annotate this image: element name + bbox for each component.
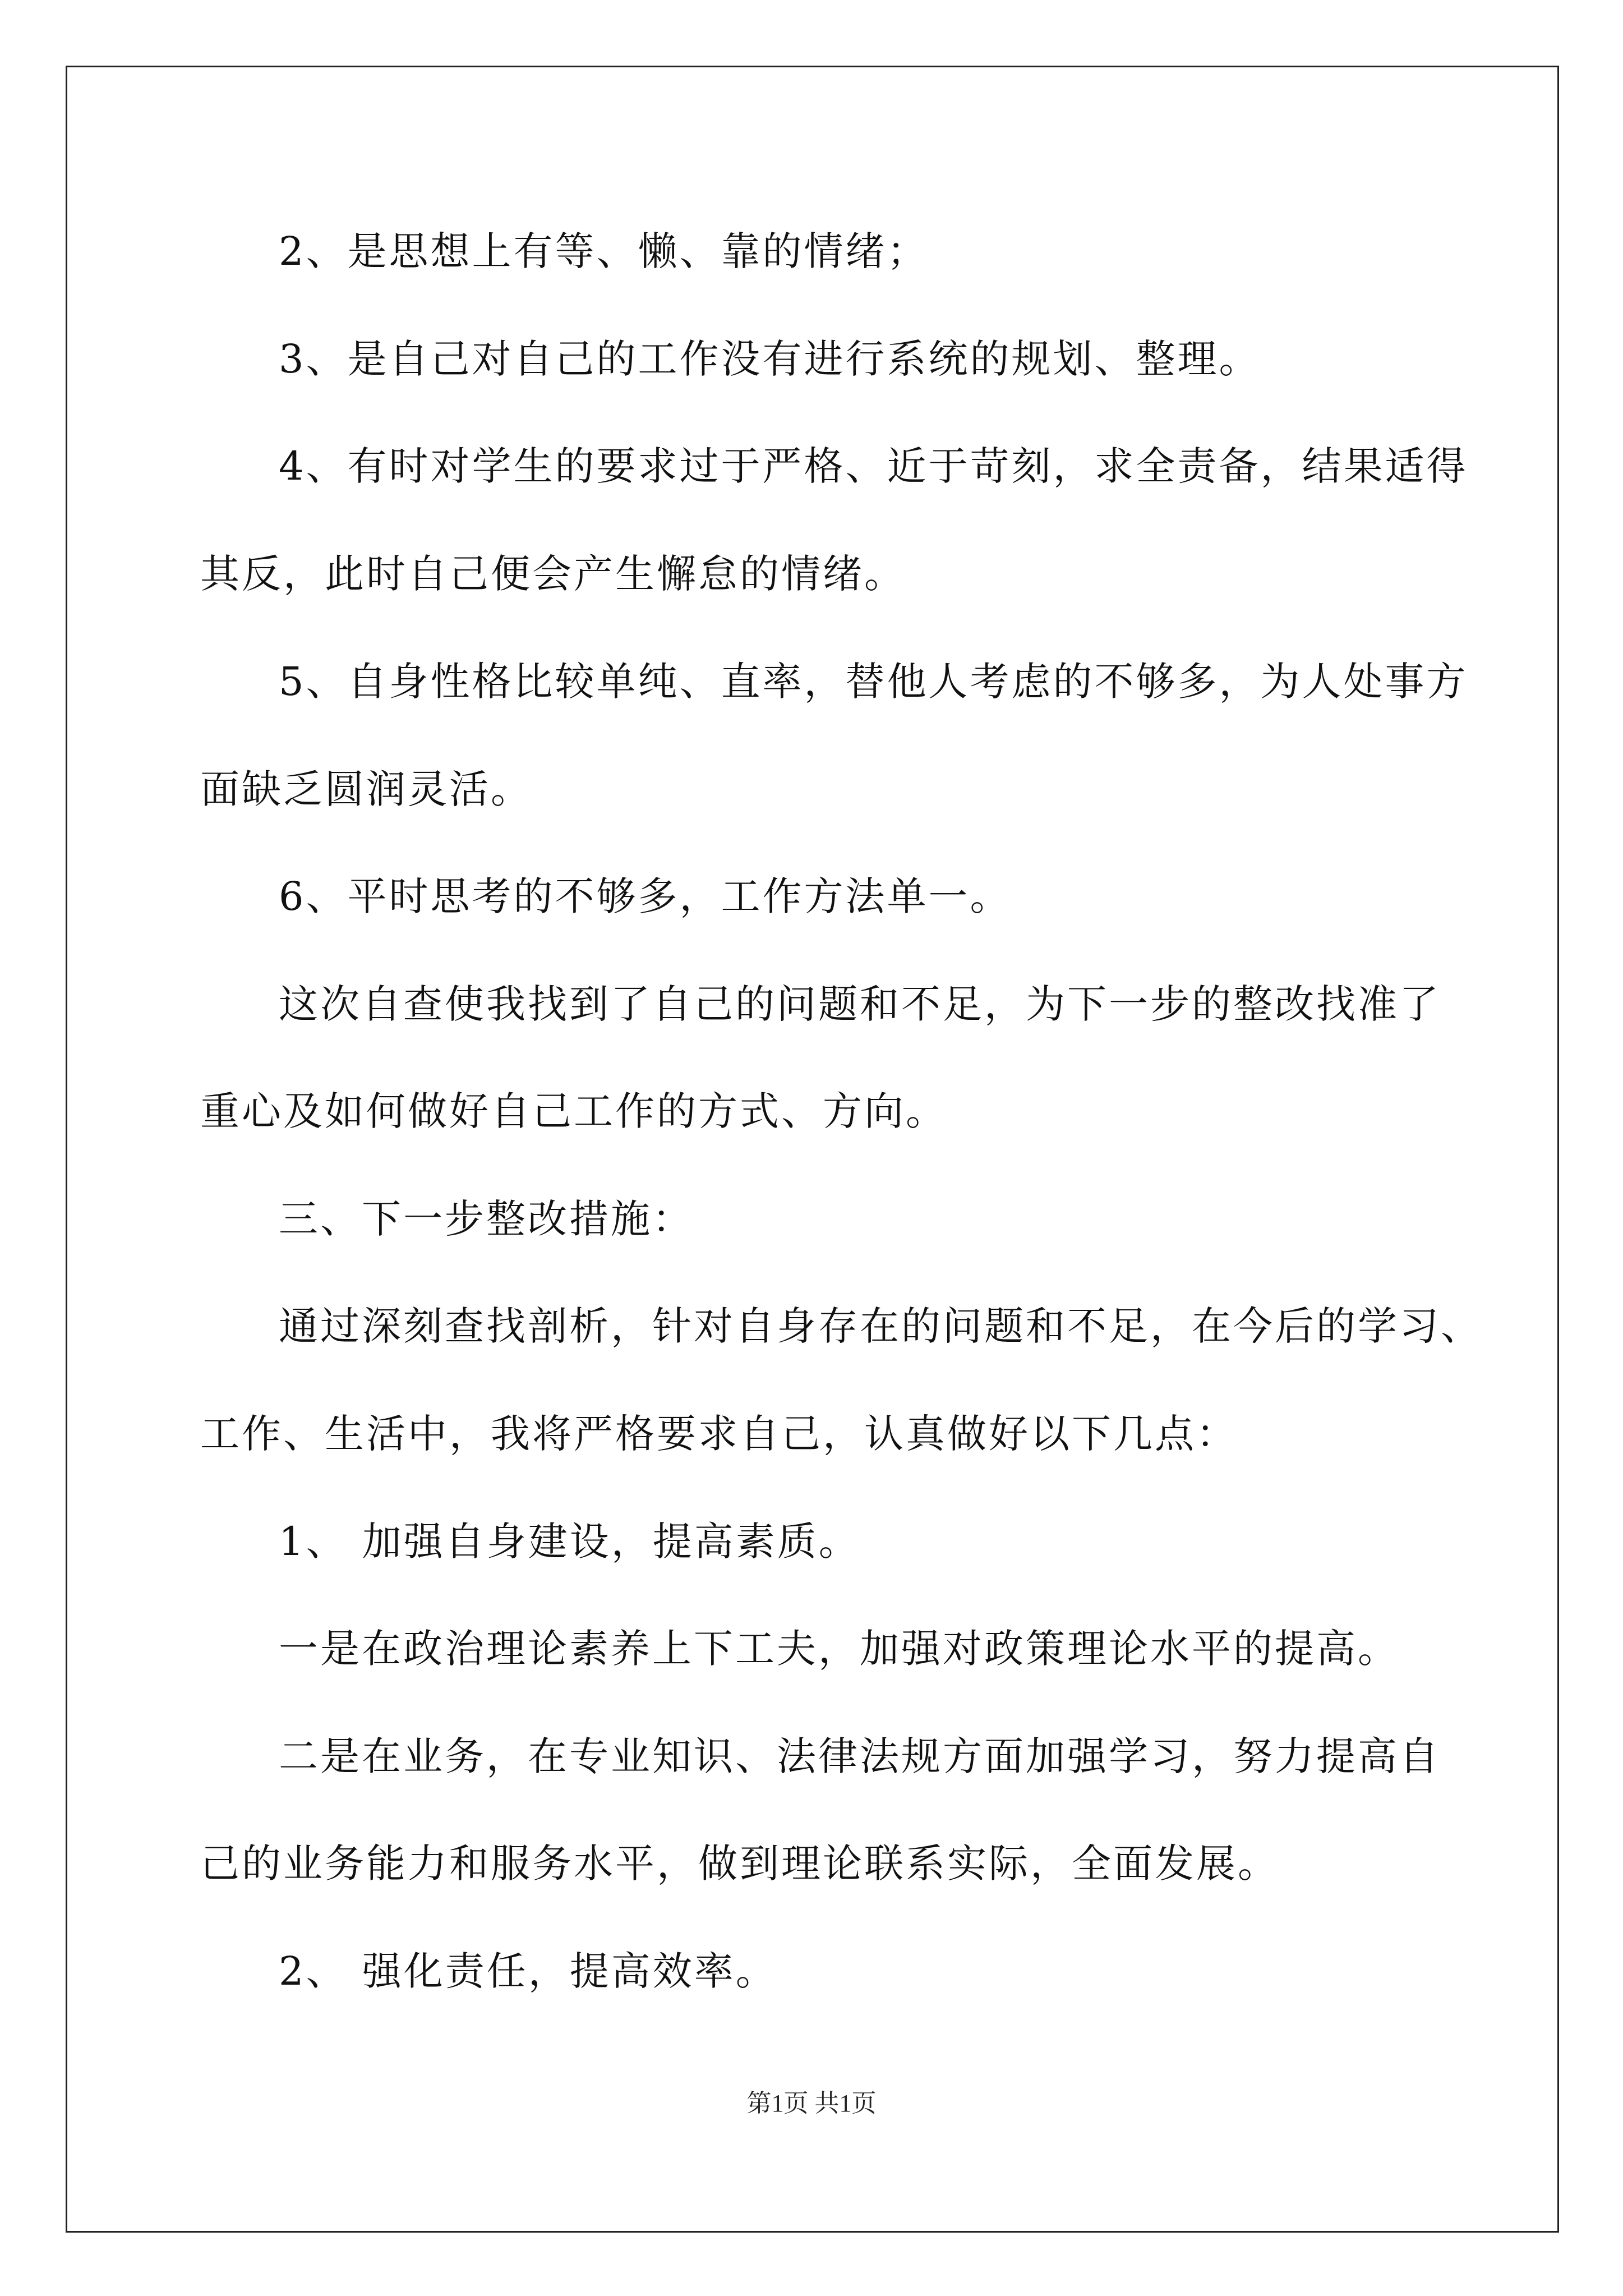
paragraph-line: 2、是思想上有等、懒、靠的情绪；	[279, 228, 929, 274]
paragraph-line: 6、平时思考的不够多，工作方法单一。	[279, 873, 1012, 919]
section-heading: 三、下一步整改措施：	[279, 1196, 694, 1242]
paragraph-line: 这次自查使我找到了自己的问题和不足，为下一步的整改找准了	[279, 981, 1441, 1027]
paragraph-line: 工作、生活中，我将严格要求自己，认真做好以下几点：	[200, 1411, 1238, 1457]
paragraph-line: 一是在政治理论素养上下工夫，加强对政策理论水平的提高。	[279, 1626, 1399, 1672]
paragraph-line: 通过深刻查找剖析，针对自身存在的问题和不足，在今后的学习、	[279, 1303, 1482, 1349]
paragraph-line: 二是在业务，在专业知识、法律法规方面加强学习，努力提高自	[279, 1733, 1441, 1779]
list-heading: 1、 加强自身建设，提高素质。	[279, 1519, 860, 1565]
paragraph-line: 3、是自己对自己的工作没有进行系统的规划、整理。	[279, 336, 1261, 382]
paragraph-line: 其反，此时自己便会产生懈怠的情绪。	[200, 551, 906, 597]
page-number-footer: 第1页 共1页	[746, 2090, 877, 2117]
list-heading: 2、 强化责任，提高效率。	[279, 1948, 777, 1994]
page-border	[66, 66, 1559, 2233]
paragraph-line: 面缺乏圆润灵活。	[200, 766, 532, 812]
paragraph-line: 5、自身性格比较单纯、直率，替他人考虑的不够多，为人处事方	[279, 659, 1468, 705]
paragraph-line: 己的业务能力和服务水平，做到理论联系实际，全面发展。	[200, 1841, 1279, 1887]
paragraph-line: 重心及如何做好自己工作的方式、方向。	[200, 1088, 947, 1134]
paragraph-line: 4、有时对学生的要求过于严格、近于苛刻，求全责备，结果适得	[279, 443, 1468, 489]
